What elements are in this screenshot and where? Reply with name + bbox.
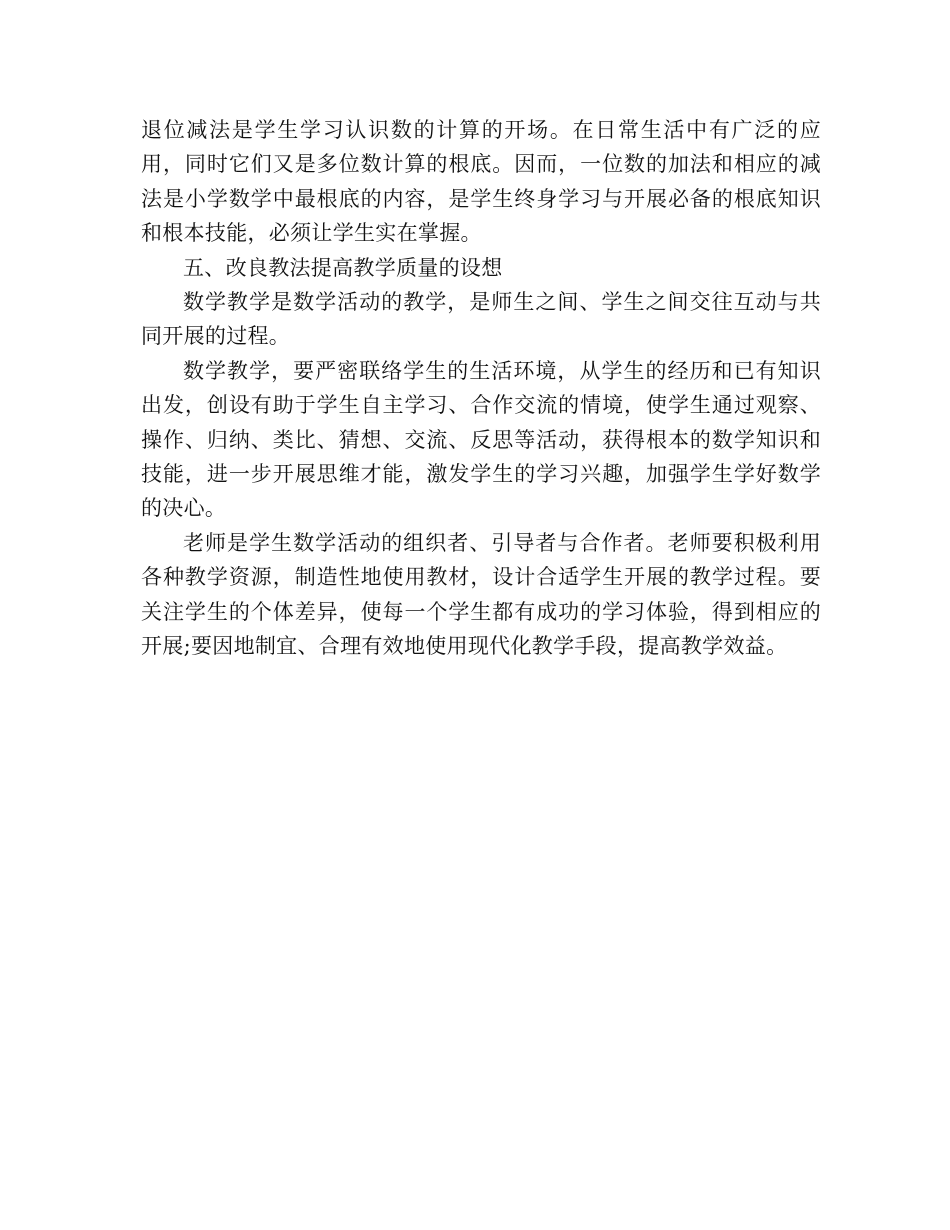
paragraph: 数学教学，要严密联络学生的生活环境，从学生的经历和已有知识出发，创设有助于学生自主学习、合作交流的情境，使学生通过观察、操作、归纳、类比、猜想、交流、反思等活动，获得根本的数学知识和技能，进一步开展思维才能，激发学生的学习兴趣，加强学生学好数学的决心。 (141, 358, 821, 521)
paragraph: 老师是学生数学活动的组织者、引导者与合作者。老师要积极利用各种教学资源，制造性地使用教材，设计合适学生开展的教学过程。要关注学生的个体差异，使每一个学生都有成功的学习体验，得到相应的开展;要因地制宜、合理有效地使用现代化教学手段，提高教学效益。 (141, 530, 821, 659)
section-heading: 五、改良教法提高教学质量的设想 (183, 255, 503, 280)
document-body (141, 113, 821, 664)
paragraph: 数学教学是数学活动的教学，是师生之间、学生之间交往互动与共同开展的过程。 (141, 290, 821, 349)
paragraph-continuation: 退位减法是学生学习认识数的计算的开场。在日常生活中有广泛的应用，同时它们又是多位数计算的根底。因而，一位数的加法和相应的减法是小学数学中最根底的内容，是学生终身学习与开展必备的根底知识和根本技能，必须让学生实在掌握。 (141, 118, 821, 246)
